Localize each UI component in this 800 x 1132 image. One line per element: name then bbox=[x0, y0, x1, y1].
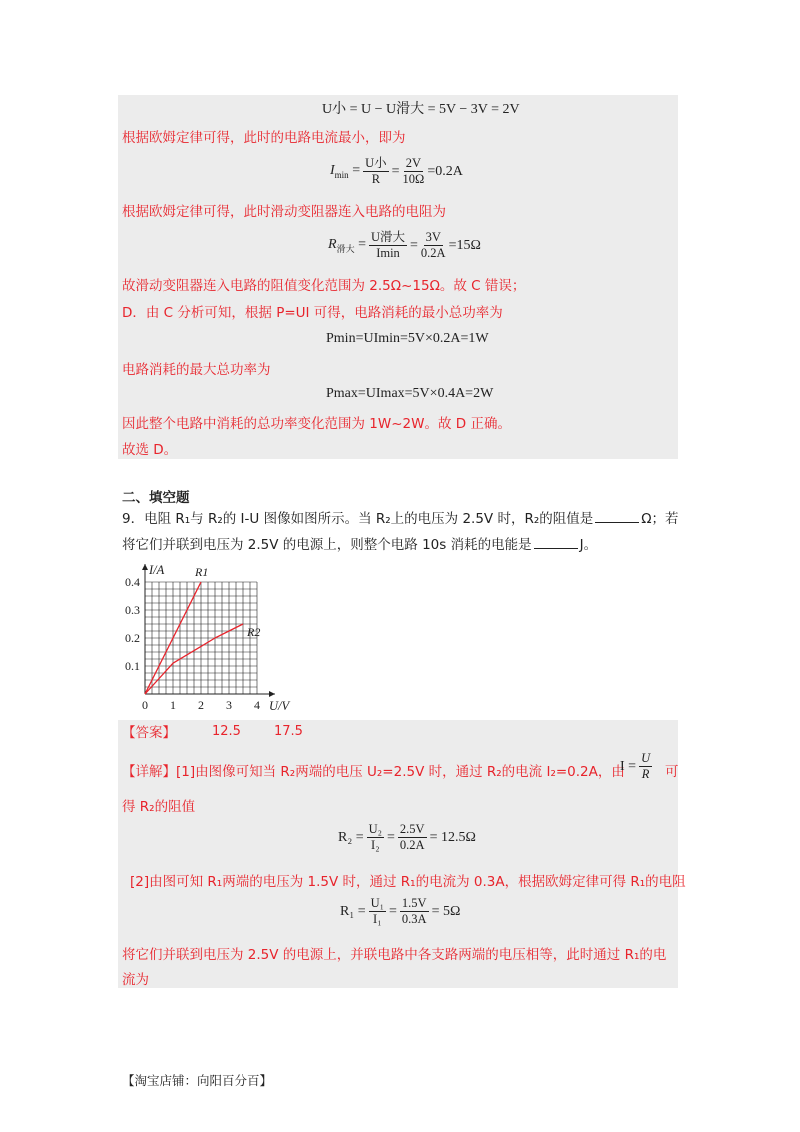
question-line: 将它们并联到电压为 2.5V 的电源上，则整个电路 10s 消耗的电能是 J。 bbox=[122, 537, 598, 553]
eq-lhs: $I_{min}$ = bbox=[330, 163, 361, 180]
x-axis-label: U/V bbox=[269, 699, 290, 713]
fraction: $\frac{2.5V}{0.2A}$ bbox=[399, 822, 425, 852]
text-line: 故滑动变阻器连入电路的阻值变化范围为 2.5Ω~15Ω。故 C 错误； bbox=[122, 278, 526, 294]
detail-line: 得 R₂的阻值 bbox=[122, 799, 196, 815]
series-label: R2 bbox=[247, 625, 261, 639]
detail-line: 将它们并联到电压为 2.5V 的电源上，并联电路中各支路两端的电压相等，此时通过 R₁的电 bbox=[122, 947, 667, 963]
fraction: $\frac{\text{U₂}}{\text{I₂}}$ bbox=[368, 822, 383, 852]
question-line: 9．电阻 R₁与 R₂的 I-U 图像如图所示。当 R₂上的电压为 2.5V 时，R₂的阻值是 Ω；若 bbox=[122, 511, 679, 527]
equation-r2: R₂ = $\frac{\text{U₂}}{\text{I₂}}$ = $\frac{2.5V}{0.2A}$ = 12.5Ω bbox=[338, 822, 476, 852]
x-tick-label: 4 bbox=[254, 698, 260, 712]
answer-blank bbox=[595, 509, 639, 523]
text-line: 因此整个电路中消耗的总功率变化范围为 1W~2W。故 D 正确。 bbox=[122, 416, 511, 432]
equation-r1: R₁ = $\frac{\text{U₁}}{\text{I₁}}$ = $\frac{1.5V}{0.3A}$ = 5Ω bbox=[340, 896, 461, 926]
detail-line: 【详解】[1]由图像可知当 R₂两端的电压 U₂=2.5V 时，通过 R₂的电流 I₂=0.2A，由 bbox=[122, 764, 625, 780]
fraction: $\frac{2V}{10\Omega}$ bbox=[402, 156, 425, 186]
equation-p-max: Pmax=UImax=5V×0.4A=2W bbox=[326, 386, 494, 401]
detail-line: 可 bbox=[665, 764, 679, 780]
answer-line: 【答案】 bbox=[122, 725, 176, 741]
fraction: $\frac{U}{R}$ bbox=[641, 751, 651, 781]
text-line: 根据欧姆定律可得，此时的电路电流最小，即为 bbox=[122, 130, 406, 146]
y-tick-label: 0.4 bbox=[125, 575, 140, 589]
text-line: 故选 D。 bbox=[122, 442, 178, 458]
series-label: R1 bbox=[195, 565, 209, 579]
equation-u-small: U小 = U − U滑大 = 5V − 3V = 2V bbox=[322, 102, 520, 117]
y-axis-arrow bbox=[142, 564, 148, 570]
formula-ohm: I = $\frac{U}{R}$ bbox=[620, 751, 651, 781]
equation-p-min: Pmin=UImin=5V×0.2A=1W bbox=[326, 331, 489, 346]
x-axis-arrow bbox=[269, 691, 275, 697]
x-tick-label: 0 bbox=[142, 698, 148, 712]
fraction: $\frac{\text{U小}}{R}$ bbox=[365, 156, 387, 186]
iu-chart bbox=[118, 560, 298, 718]
y-axis-label: I/A bbox=[149, 563, 165, 577]
fraction: $\frac{1.5V}{0.3A}$ bbox=[401, 896, 427, 926]
y-tick-label: 0.3 bbox=[125, 603, 140, 617]
fraction: $\frac{\text{U滑大}}{Imin}$ bbox=[370, 230, 406, 260]
fraction: $\frac{3V}{0.2A}$ bbox=[420, 230, 446, 260]
detail-line: 流为 bbox=[122, 972, 149, 988]
answer-blank bbox=[534, 535, 578, 549]
footer-shop: 【淘宝店铺：向阳百分百】 bbox=[122, 1073, 273, 1088]
text-line: D．由 C 分析可知，根据 P=UI 可得，电路消耗的最小总功率为 bbox=[122, 305, 503, 321]
answer-value-1: 12.5 bbox=[212, 724, 241, 739]
detail-line: [2]由图可知 R₁两端的电压为 1.5V 时，通过 R₁的电流为 0.3A，根据欧姆定律可得 R₁的电阻 bbox=[130, 874, 686, 890]
y-tick-label: 0.1 bbox=[125, 659, 140, 673]
x-tick-label: 3 bbox=[226, 698, 232, 712]
text-line: 电路消耗的最大总功率为 bbox=[122, 362, 271, 378]
fraction: $\frac{\text{U₁}}{\text{I₁}}$ bbox=[370, 896, 385, 926]
x-tick-label: 2 bbox=[198, 698, 204, 712]
x-tick-label: 1 bbox=[170, 698, 176, 712]
y-tick-label: 0.2 bbox=[125, 631, 140, 645]
text-line: 根据欧姆定律可得，此时滑动变阻器连入电路的电阻为 bbox=[122, 204, 446, 220]
equation-r-slide: $R_{滑大}$ = $\frac{\text{U滑大}}{Imin}$ = $\frac{3V}{0.2A}$ =15Ω bbox=[328, 230, 481, 260]
section-title: 二、填空题 bbox=[122, 490, 190, 506]
equation-i-min: $I_{min}$ = $\frac{\text{U小}}{R}$ = $\frac{2V}{10\Omega}$ =0.2A bbox=[330, 156, 463, 186]
answer-value-2: 17.5 bbox=[274, 724, 303, 739]
